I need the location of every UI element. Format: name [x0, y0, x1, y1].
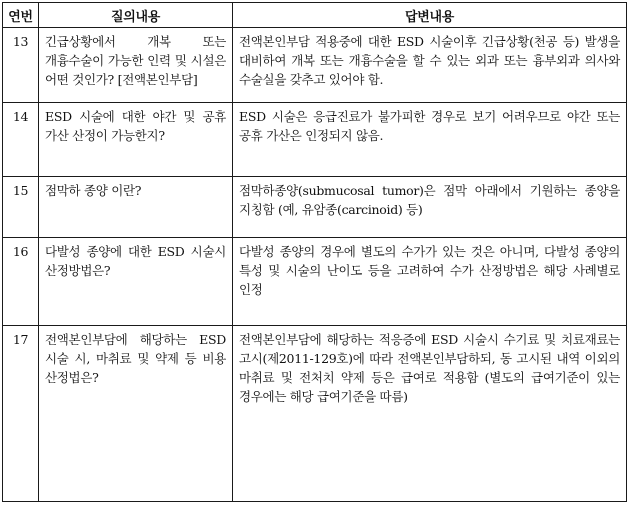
table-row: [3, 325, 627, 501]
table-header: [3, 3, 627, 28]
header-no: 연번: [3, 3, 39, 28]
question-cell: 점막하 종양 이란?: [39, 177, 233, 238]
table-body: [3, 28, 627, 502]
question-cell: 긴급상황에서 개복 또는 개흉수술이 가능한 인력 및 시설은 어떤 것인가? [전액본인부담]: [39, 28, 233, 103]
answer-cell: 전액본인부담에 해당하는 적응증에 ESD 시술시 수기료 및 치료재료는 고시(제2011-129호)에 따라 전액본인부담하되, 동 고시된 내역 이외의 마취료 및 전처치 약제 등은 급여로 적용함 (별도의 급여기준이 있는 경우에는 해당 급여기준을 따름): [233, 325, 627, 501]
row-number: 16: [3, 238, 39, 325]
faq-table: [2, 2, 627, 502]
table-row: [3, 103, 627, 177]
row-number: 17: [3, 325, 39, 501]
answer-cell: 다발성 종양의 경우에 별도의 수가가 있는 것은 아니며, 다발성 종양의 특성 및 시술의 난이도 등을 고려하여 수가 산정방법은 해당 사례별로 인정: [233, 238, 627, 325]
row-number: 15: [3, 177, 39, 238]
table-row: [3, 238, 627, 325]
table-row: [3, 28, 627, 103]
table-row: [3, 177, 627, 238]
row-number: 14: [3, 103, 39, 177]
header-row: [3, 3, 627, 28]
question-cell: 전액본인부담에 해당하는 ESD 시술 시, 마취료 및 약제 등 비용 산정법은?: [39, 325, 233, 501]
header-question: 질의내용: [39, 3, 233, 28]
question-cell: 다발성 종양에 대한 ESD 시술시 산정방법은?: [39, 238, 233, 325]
question-cell: ESD 시술에 대한 야간 및 공휴 가산 산정이 가능한지?: [39, 103, 233, 177]
answer-cell: 점막하종양(submucosal tumor)은 점막 아래에서 기원하는 종양을 지칭함 (예, 유암종(carcinoid) 등): [233, 177, 627, 238]
header-answer: 답변내용: [233, 3, 627, 28]
answer-cell: ESD 시술은 응급진료가 불가피한 경우로 보기 어려우므로 야간 또는 공휴 가산은 인정되지 않음.: [233, 103, 627, 177]
row-number: 13: [3, 28, 39, 103]
answer-cell: 전액본인부담 적용중에 대한 ESD 시술이후 긴급상황(천공 등) 발생을 대비하여 개복 또는 개흉수술을 할 수 있는 외과 또는 흉부외과 의사와 수술실을 갖추고 있어야 함.: [233, 28, 627, 103]
